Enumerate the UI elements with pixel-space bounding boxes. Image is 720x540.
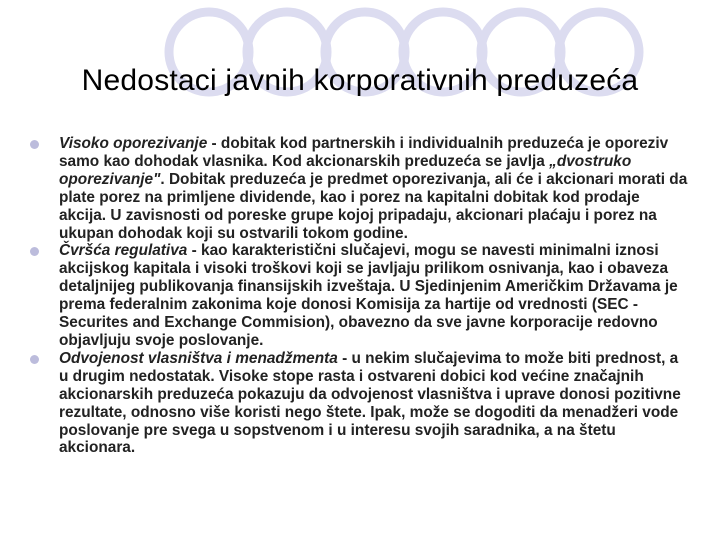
bullet-dot-icon [30, 140, 39, 149]
bullet-term: Odvojenost vlasništva i menadžmenta [59, 349, 338, 367]
bullet-term: Čvršća regulativa [59, 242, 188, 260]
bullet-emphasis: „dvostruko oporezivanje" [59, 152, 632, 188]
bullet-list [30, 135, 690, 457]
bullet-item [30, 135, 690, 242]
bullet-term: Visoko oporezivanje [59, 135, 208, 152]
bullet-dot-icon [30, 355, 39, 364]
bullet-text: . Dobitak preduzeća je predmet oporezivanja, ali će i akcionari morati da plate porez na primljene dividende, kao i porez na kapitalni dobitak kod prodaje akcija. U zavisnosti od poreske grupe kojoj pripadaju, akcionari plaćaju i porez na ukupan dohodak koji su ostvarili tokom godine. [59, 170, 688, 242]
bullet-text: - u nekim slučajevima to može biti prednost, a u drugim nedostatak. Visoke stope rasta i ostvareni dobici kod većine značajnih akcionarskih preduzeća pokazuju da odvojenost vlasništva i uprave donosi pozitivne rezultate, odnosno više koristi nego štete. Ipak, može se dogoditi da menadžeri vode poslovanje pre svega u sopstvenom i u interesu svojih saradnika, a na štetu akcionara. [59, 349, 681, 457]
bullet-text: - dobitak kod partnerskih i individualnih preduzeća je oporeziv samo kao dohodak vlasnika. Kod akcionarskih preduzeća se javlja [59, 135, 669, 170]
bullet-text: - kao karakteristični slučajevi, mogu se navesti minimalni iznosi akcijskog kapitala i visoki troškovi koji se javljaju prilikom osnivanja, kao i obaveza detaljnijeg publikovanja finansijskih izveštaja. U Sjedinjenim Američkim Državama je prema federalnim zakonima koje donosi Komisija za hartije od vrednosti (SEC -Securites and Exchange Commision), obavezno da sve javne korporacije redovno objavljuju svoje poslovanje. [59, 242, 678, 349]
slide-title: Nedostaci javnih korporativnih preduzeća [81, 64, 639, 98]
bullet-item [30, 242, 690, 349]
bullet-item [30, 350, 690, 457]
bullet-dot-icon [30, 247, 39, 256]
